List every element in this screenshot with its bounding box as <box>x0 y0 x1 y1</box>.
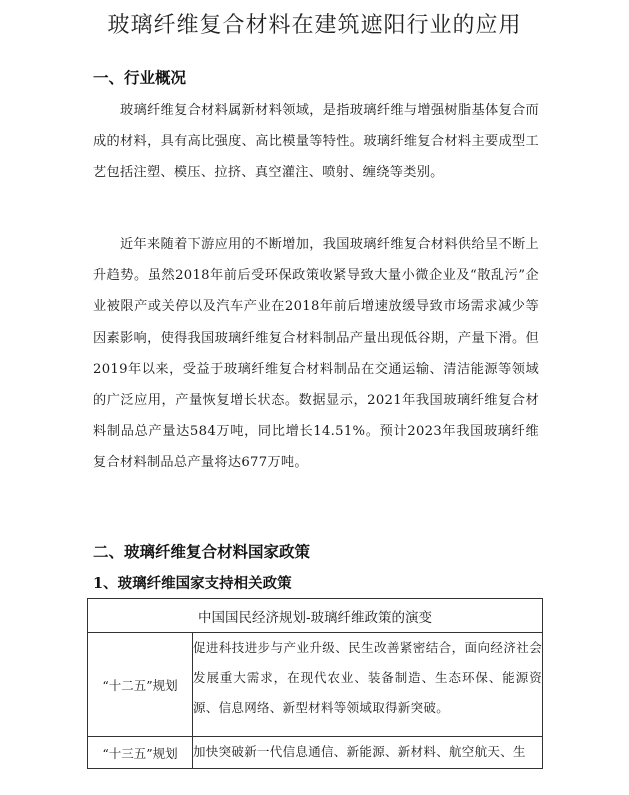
table-cell-period: “十二五”规划 <box>88 633 193 737</box>
document-title: 玻璃纤维复合材料在建筑遮阳行业的应用 <box>107 13 522 38</box>
policy-table <box>87 598 543 769</box>
table-cell-content: 促进科技进步与产业升级、民生改善紧密结合，面向经济社会发展重大需求，在现代农业、装备制造、生态环保、能源资源、信息网络、新型材料等领域取得新突破。 <box>193 633 543 737</box>
paragraph-production-trend: 近年来随着下游应用的不断增加，我国玻璃纤维复合材料供给呈不断上升趋势。虽然2018年前后受环保政策收紧导致大量小微企业及“散乱污”企业被限产或关停以及汽车产业在2018年前后增速放缓导致市场需求减少等因素影响，使得我国玻璃纤维复合材料制品产量出现低谷期，产量下滑。但2019年以来，受益于玻璃纤维复合材料制品在交通运输、清洁能源等领域的广泛应用，产量恢复增长状态。数据显示，2021年我国玻璃纤维复合材料制品总产量达584万吨，同比增长14.51%。预计2023年我国玻璃纤维复合材料制品总产量将达677万吨。 <box>93 237 539 471</box>
paragraph-definition: 玻璃纤维复合材料属新材料领域，是指玻璃纤维与增强树脂基体复合而成的材料，具有高比强度、高比模量等特性。玻璃纤维复合材料主要成型工艺包括注塑、模压、拉挤、真空灌注、喷射、缠绕等类别。 <box>93 103 539 181</box>
table-header-row <box>88 599 543 633</box>
table-cell-period: “十三五”规划 <box>88 737 193 769</box>
table-row <box>88 737 543 769</box>
table-caption: 中国国民经济规划-玻璃纤维政策的演变 <box>88 599 543 633</box>
section-heading-national-policy: 二、玻璃纤维复合材料国家政策 <box>93 542 311 561</box>
table-row <box>88 633 543 737</box>
section-heading-industry-overview: 一、行业概况 <box>93 68 187 87</box>
table-cell-content: 加快突破新一代信息通信、新能源、新材料、航空航天、生 <box>193 737 543 769</box>
subsection-heading-support-policy: 1、玻璃纤维国家支持相关政策 <box>93 575 292 592</box>
